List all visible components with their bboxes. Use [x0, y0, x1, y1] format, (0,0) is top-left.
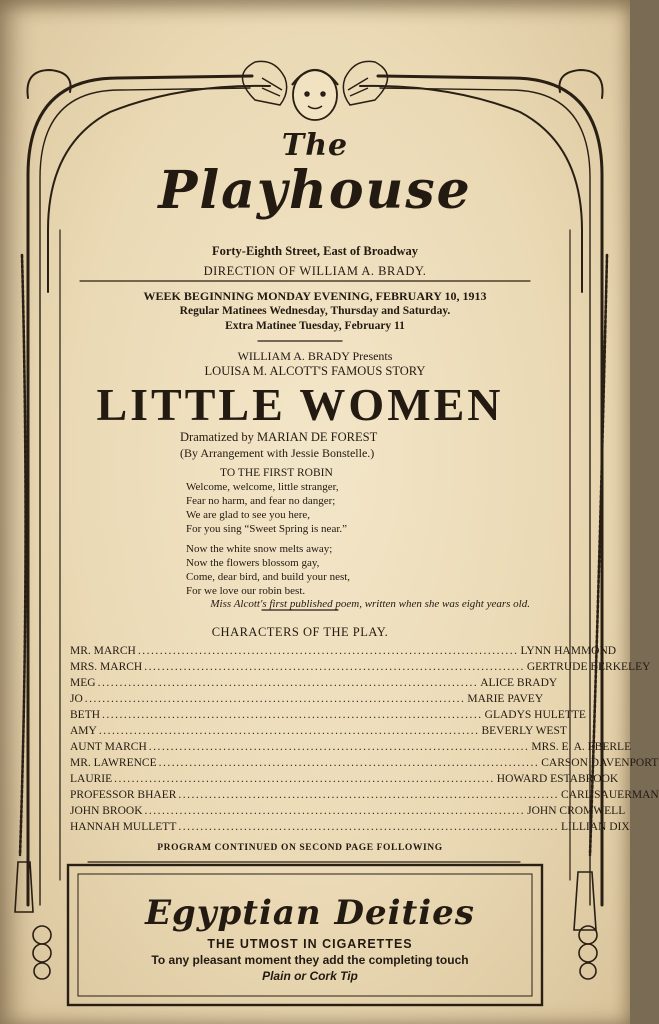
- cast-row: [70, 786, 659, 801]
- regular-matinees: Regular Matinees Wednesday, Thursday and Saturday.: [179, 305, 451, 317]
- cast-actor: CARSON DAVENPORT: [541, 757, 659, 769]
- arrangement-note: (By Arrangement with Jessie Bonstelle.): [180, 446, 375, 460]
- cast-actor: MRS. E. A. EBERLE: [531, 741, 632, 753]
- cast-role: MRS. MARCH: [70, 661, 143, 673]
- cast-role: LAURIE: [70, 773, 113, 785]
- cast-actor: GLADYS HULETTE: [484, 709, 586, 721]
- cast-role: MR. MARCH: [70, 645, 136, 657]
- winged-head-ornament-icon: [243, 61, 388, 120]
- poem-line: We are glad to see you here,: [186, 509, 311, 521]
- cast-row: [70, 738, 632, 753]
- cast-row: [70, 706, 586, 721]
- poem-credit: Miss Alcott's first published poem, written when she was eight years old.: [210, 598, 530, 610]
- cast-role: MEG: [70, 677, 96, 689]
- continued-note: PROGRAM CONTINUED ON SECOND PAGE FOLLOWING: [157, 843, 443, 853]
- cast-role: MR. LAWRENCE: [70, 757, 157, 769]
- theater-the-word: The: [281, 128, 349, 163]
- leader-dots: .......................................................................................: [178, 789, 560, 801]
- cast-row: [70, 754, 659, 769]
- ad-variants: Plain or Cork Tip: [262, 969, 358, 983]
- leader-dots: .......................................................................................: [102, 709, 483, 721]
- poem-title: TO THE FIRST ROBIN: [220, 467, 333, 479]
- cast-row: [70, 802, 626, 817]
- cast-role: BETH: [70, 709, 101, 721]
- cast-actor: BEVERLY WEST: [481, 725, 567, 737]
- leader-dots: .......................................................................................: [137, 645, 519, 657]
- theater-address: Forty-Eighth Street, East of Broadway: [211, 244, 419, 258]
- leader-dots: .......................................................................................: [84, 693, 466, 705]
- leader-dots: .......................................................................................: [98, 725, 480, 737]
- dramatized-by: Dramatized by MARIAN DE FOREST: [180, 430, 378, 444]
- cast-actor: HOWARD ESTABROOK: [496, 773, 619, 785]
- cast-role: PROFESSOR BHAER: [70, 789, 177, 801]
- poem-line: Fear no harm, and fear no danger;: [186, 495, 336, 507]
- ad-copy: To any pleasant moment they add the completing touch: [151, 953, 469, 967]
- extra-matinee: Extra Matinee Tuesday, February 11: [225, 320, 405, 332]
- poem-line: Now the white snow melts away;: [186, 543, 333, 555]
- cast-row: [70, 674, 558, 689]
- cast-actor: LILLIAN DIX: [560, 821, 630, 833]
- source-story-line: LOUISA M. ALCOTT'S FAMOUS STORY: [204, 364, 426, 378]
- cast-row: [70, 690, 544, 705]
- leader-dots: .......................................................................................: [114, 773, 495, 785]
- leader-dots: .......................................................................................: [148, 741, 530, 753]
- leader-dots: .......................................................................................: [144, 805, 526, 817]
- leader-dots: .......................................................................................: [158, 757, 540, 769]
- cast-header: CHARACTERS OF THE PLAY.: [211, 625, 389, 639]
- cast-actor: JOHN CROMWELL: [527, 805, 626, 817]
- poem-line: For you sing “Sweet Spring is near.”: [186, 523, 348, 535]
- leader-dots: .......................................................................................: [97, 677, 479, 689]
- cast-row: [70, 818, 630, 833]
- cast-role: JOHN BROOK: [70, 805, 143, 817]
- theater-name: Playhouse: [158, 160, 472, 221]
- week-heading: WEEK BEGINNING MONDAY EVENING, FEBRUARY 10, 1913: [143, 289, 487, 303]
- cast-actor: GERTRUDE BERKELEY: [526, 661, 651, 673]
- poem-line: Come, dear bird, and build your nest,: [186, 571, 351, 583]
- cast-actor: CARL SAUERMAN: [561, 789, 659, 801]
- cast-row: [70, 642, 617, 657]
- ad-brand: Egyptian Deities: [145, 893, 475, 933]
- cast-role: HANNAH MULLETT: [70, 821, 177, 833]
- cast-actor: MARIE PAVEY: [467, 693, 544, 705]
- presenter-line: WILLIAM A. BRADY Presents: [237, 349, 393, 363]
- ad-tagline: THE UTMOST IN CIGARETTES: [207, 937, 413, 951]
- poem-line: Welcome, welcome, little stranger,: [186, 481, 339, 493]
- leader-dots: .......................................................................................: [178, 821, 559, 833]
- leader-dots: .......................................................................................: [144, 661, 525, 673]
- cast-role: AMY: [70, 725, 97, 737]
- cast-role: AUNT MARCH: [70, 741, 147, 753]
- cast-row: [70, 722, 567, 737]
- poem-line: Now the flowers blossom gay,: [186, 557, 320, 569]
- play-title: LITTLE WOMEN: [96, 379, 504, 430]
- cast-row: [70, 658, 651, 673]
- cast-role: JO: [70, 693, 83, 705]
- cast-actor: LYNN HAMMOND: [520, 645, 617, 657]
- cast-actor: ALICE BRADY: [480, 677, 558, 689]
- theater-direction: DIRECTION OF WILLIAM A. BRADY.: [203, 264, 427, 278]
- poem-line: For we love our robin best.: [186, 585, 306, 597]
- cast-row: [70, 770, 619, 785]
